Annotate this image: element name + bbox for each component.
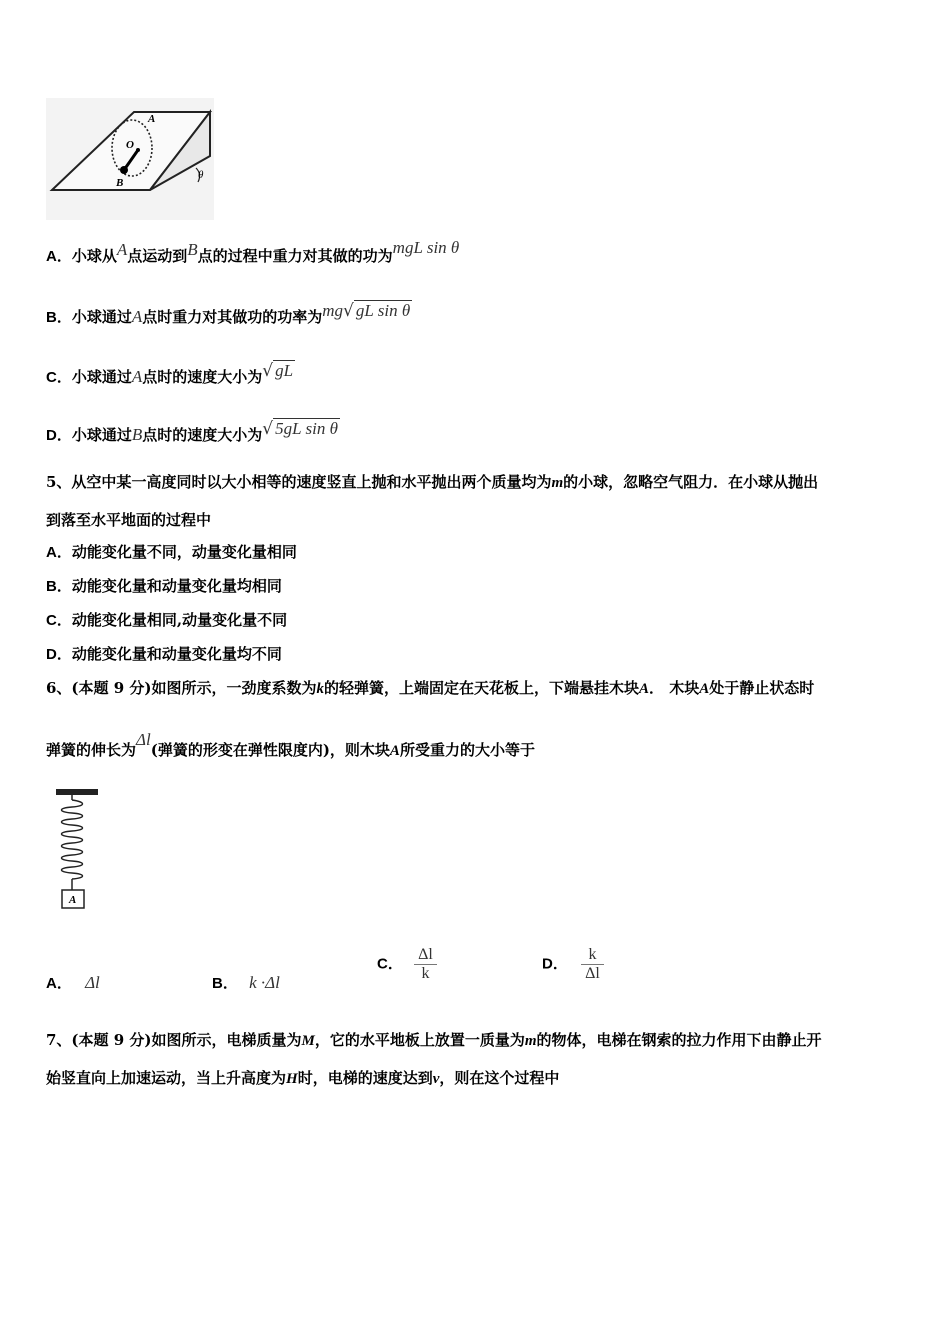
spring-coil	[62, 800, 83, 879]
option-expr: Δl	[85, 973, 100, 992]
label-O: O	[126, 139, 134, 151]
q4-option-a	[46, 238, 460, 267]
point-label: B	[187, 240, 198, 259]
q7-text: ，它的水平地板上放置一质量为	[314, 1031, 525, 1049]
q6-text: 所受重力的大小等于	[399, 741, 535, 759]
q6-option-a	[46, 972, 100, 993]
option-label: C．	[46, 612, 72, 629]
incline-figure	[46, 98, 214, 220]
q4-option-b: B．小球通过A点时重力对其做功的功率为mg√ gL sin θ	[46, 301, 411, 326]
q7-stem-line2	[46, 1068, 559, 1089]
formula-radicand: gL sin θ	[355, 301, 411, 320]
option-label: D．	[46, 427, 72, 444]
q5-option-b	[46, 576, 282, 597]
var-v: v	[432, 1071, 440, 1087]
q6-text: 弹簧的伸长为	[46, 741, 137, 759]
q5-text: 5、从空中某一高度同时以大小相等的速度竖直上抛和水平抛出两个质量均为	[46, 473, 552, 491]
q6-stem-line1	[46, 678, 814, 699]
label-A: A	[148, 113, 156, 125]
option-text: 点时的速度大小为	[142, 426, 263, 444]
option-text: 动能变化量相同,动量变化量不同	[71, 611, 288, 629]
option-text: 点时重力对其做功的功率为	[142, 308, 323, 326]
block-label: A	[69, 894, 77, 906]
option-text: 动能变化量和动量变化量均不同	[71, 645, 282, 663]
spring-figure	[52, 786, 102, 912]
spring-diagram	[52, 786, 102, 912]
option-text: 点时的速度大小为	[142, 368, 263, 386]
q6-stem-line2	[46, 730, 535, 761]
label-theta: θ	[198, 169, 204, 181]
fraction-denominator: k	[421, 965, 430, 982]
q6-text: 处于静止状态时	[709, 679, 815, 697]
q6-text: 6、(本题 9 分)如图所示，一劲度系数为	[46, 679, 317, 697]
option-text: 点运动到	[127, 247, 188, 265]
q6-text: ． 木块	[649, 679, 700, 697]
q6-text: (弹簧的形变在弹性限度内)，则木块	[150, 741, 390, 759]
point-label: B	[131, 425, 143, 444]
q5-stem-line1	[46, 472, 818, 493]
option-text: 点的过程中重力对其做的功为	[197, 247, 393, 265]
q7-text: 7、(本题 9 分)如图所示，电梯质量为	[46, 1031, 302, 1049]
q4-option-d: D．小球通过B点时的速度大小为√ 5gL sin θ	[46, 419, 338, 444]
option-text: 动能变化量和动量变化量均相同	[71, 577, 282, 595]
option-label: D．	[46, 646, 72, 663]
option-text: 小球从	[71, 247, 117, 265]
formula-radicand: gL	[275, 361, 294, 380]
option-label: A．	[46, 975, 72, 992]
var-A: A	[389, 743, 400, 759]
q5-text: 的小球，忽略空气阻力．在小球从抛出	[563, 473, 819, 491]
q7-text: 的物体，电梯在钢索的拉力作用下由静止开	[536, 1031, 822, 1049]
ceiling	[56, 789, 98, 795]
option-label: C．	[377, 955, 403, 973]
q5-option-d	[46, 644, 282, 665]
var-m: m	[524, 1033, 537, 1049]
q7-text: ，则在这个过程中	[439, 1069, 560, 1087]
fraction-numerator: Δl	[414, 946, 437, 965]
q4-option-c: C．小球通过A点时的速度大小为√ gL	[46, 361, 294, 386]
q6-option-b	[212, 972, 280, 993]
incline-diagram	[46, 98, 214, 220]
q7-text: 始竖直向上加速运动，当上升高度为	[46, 1069, 287, 1087]
center-O	[136, 148, 140, 152]
point-label: A	[131, 307, 143, 326]
var-k: k	[316, 681, 325, 697]
q6-option-d	[542, 946, 604, 983]
fraction-numerator: k	[581, 946, 604, 965]
q7-text: 时，电梯的速度达到	[297, 1069, 433, 1087]
point-label: A	[131, 367, 143, 386]
point-label: A	[116, 240, 128, 259]
formula: mg	[322, 301, 344, 320]
option-text: 小球通过	[71, 426, 132, 444]
option-label: B．	[46, 578, 72, 595]
q5-option-c	[46, 610, 287, 631]
q7-stem-line1	[46, 1030, 822, 1051]
fraction-denominator: Δl	[585, 965, 600, 982]
label-B: B	[116, 177, 124, 189]
option-text: 动能变化量不同，动量变化量相同	[71, 543, 297, 561]
formula: mgL sin θ	[392, 238, 460, 257]
option-label: C．	[46, 369, 72, 386]
option-text: 小球通过	[71, 368, 132, 386]
formula-radicand: 5gL sin θ	[275, 419, 338, 438]
q5-stem-line2: 到落至水平地面的过程中	[46, 511, 212, 529]
var-H: H	[286, 1071, 298, 1087]
var-A: A	[699, 681, 710, 697]
option-label: D．	[542, 955, 568, 973]
option-label: B．	[46, 309, 72, 326]
var-M: M	[301, 1033, 315, 1049]
var-m: m	[551, 475, 564, 491]
option-expr: k ·Δl	[249, 973, 280, 992]
option-text: 小球通过	[71, 308, 132, 326]
q6-option-c	[377, 946, 437, 983]
option-label: A．	[46, 544, 72, 561]
q6-text: 的轻弹簧，上端固定在天花板上，下端悬挂木块	[324, 679, 640, 697]
ball-B	[120, 166, 128, 174]
option-label: B．	[212, 975, 238, 992]
var-A: A	[639, 681, 650, 697]
option-label: A．	[46, 248, 72, 265]
q5-option-a	[46, 542, 297, 563]
delta-l: Δl	[136, 730, 151, 749]
